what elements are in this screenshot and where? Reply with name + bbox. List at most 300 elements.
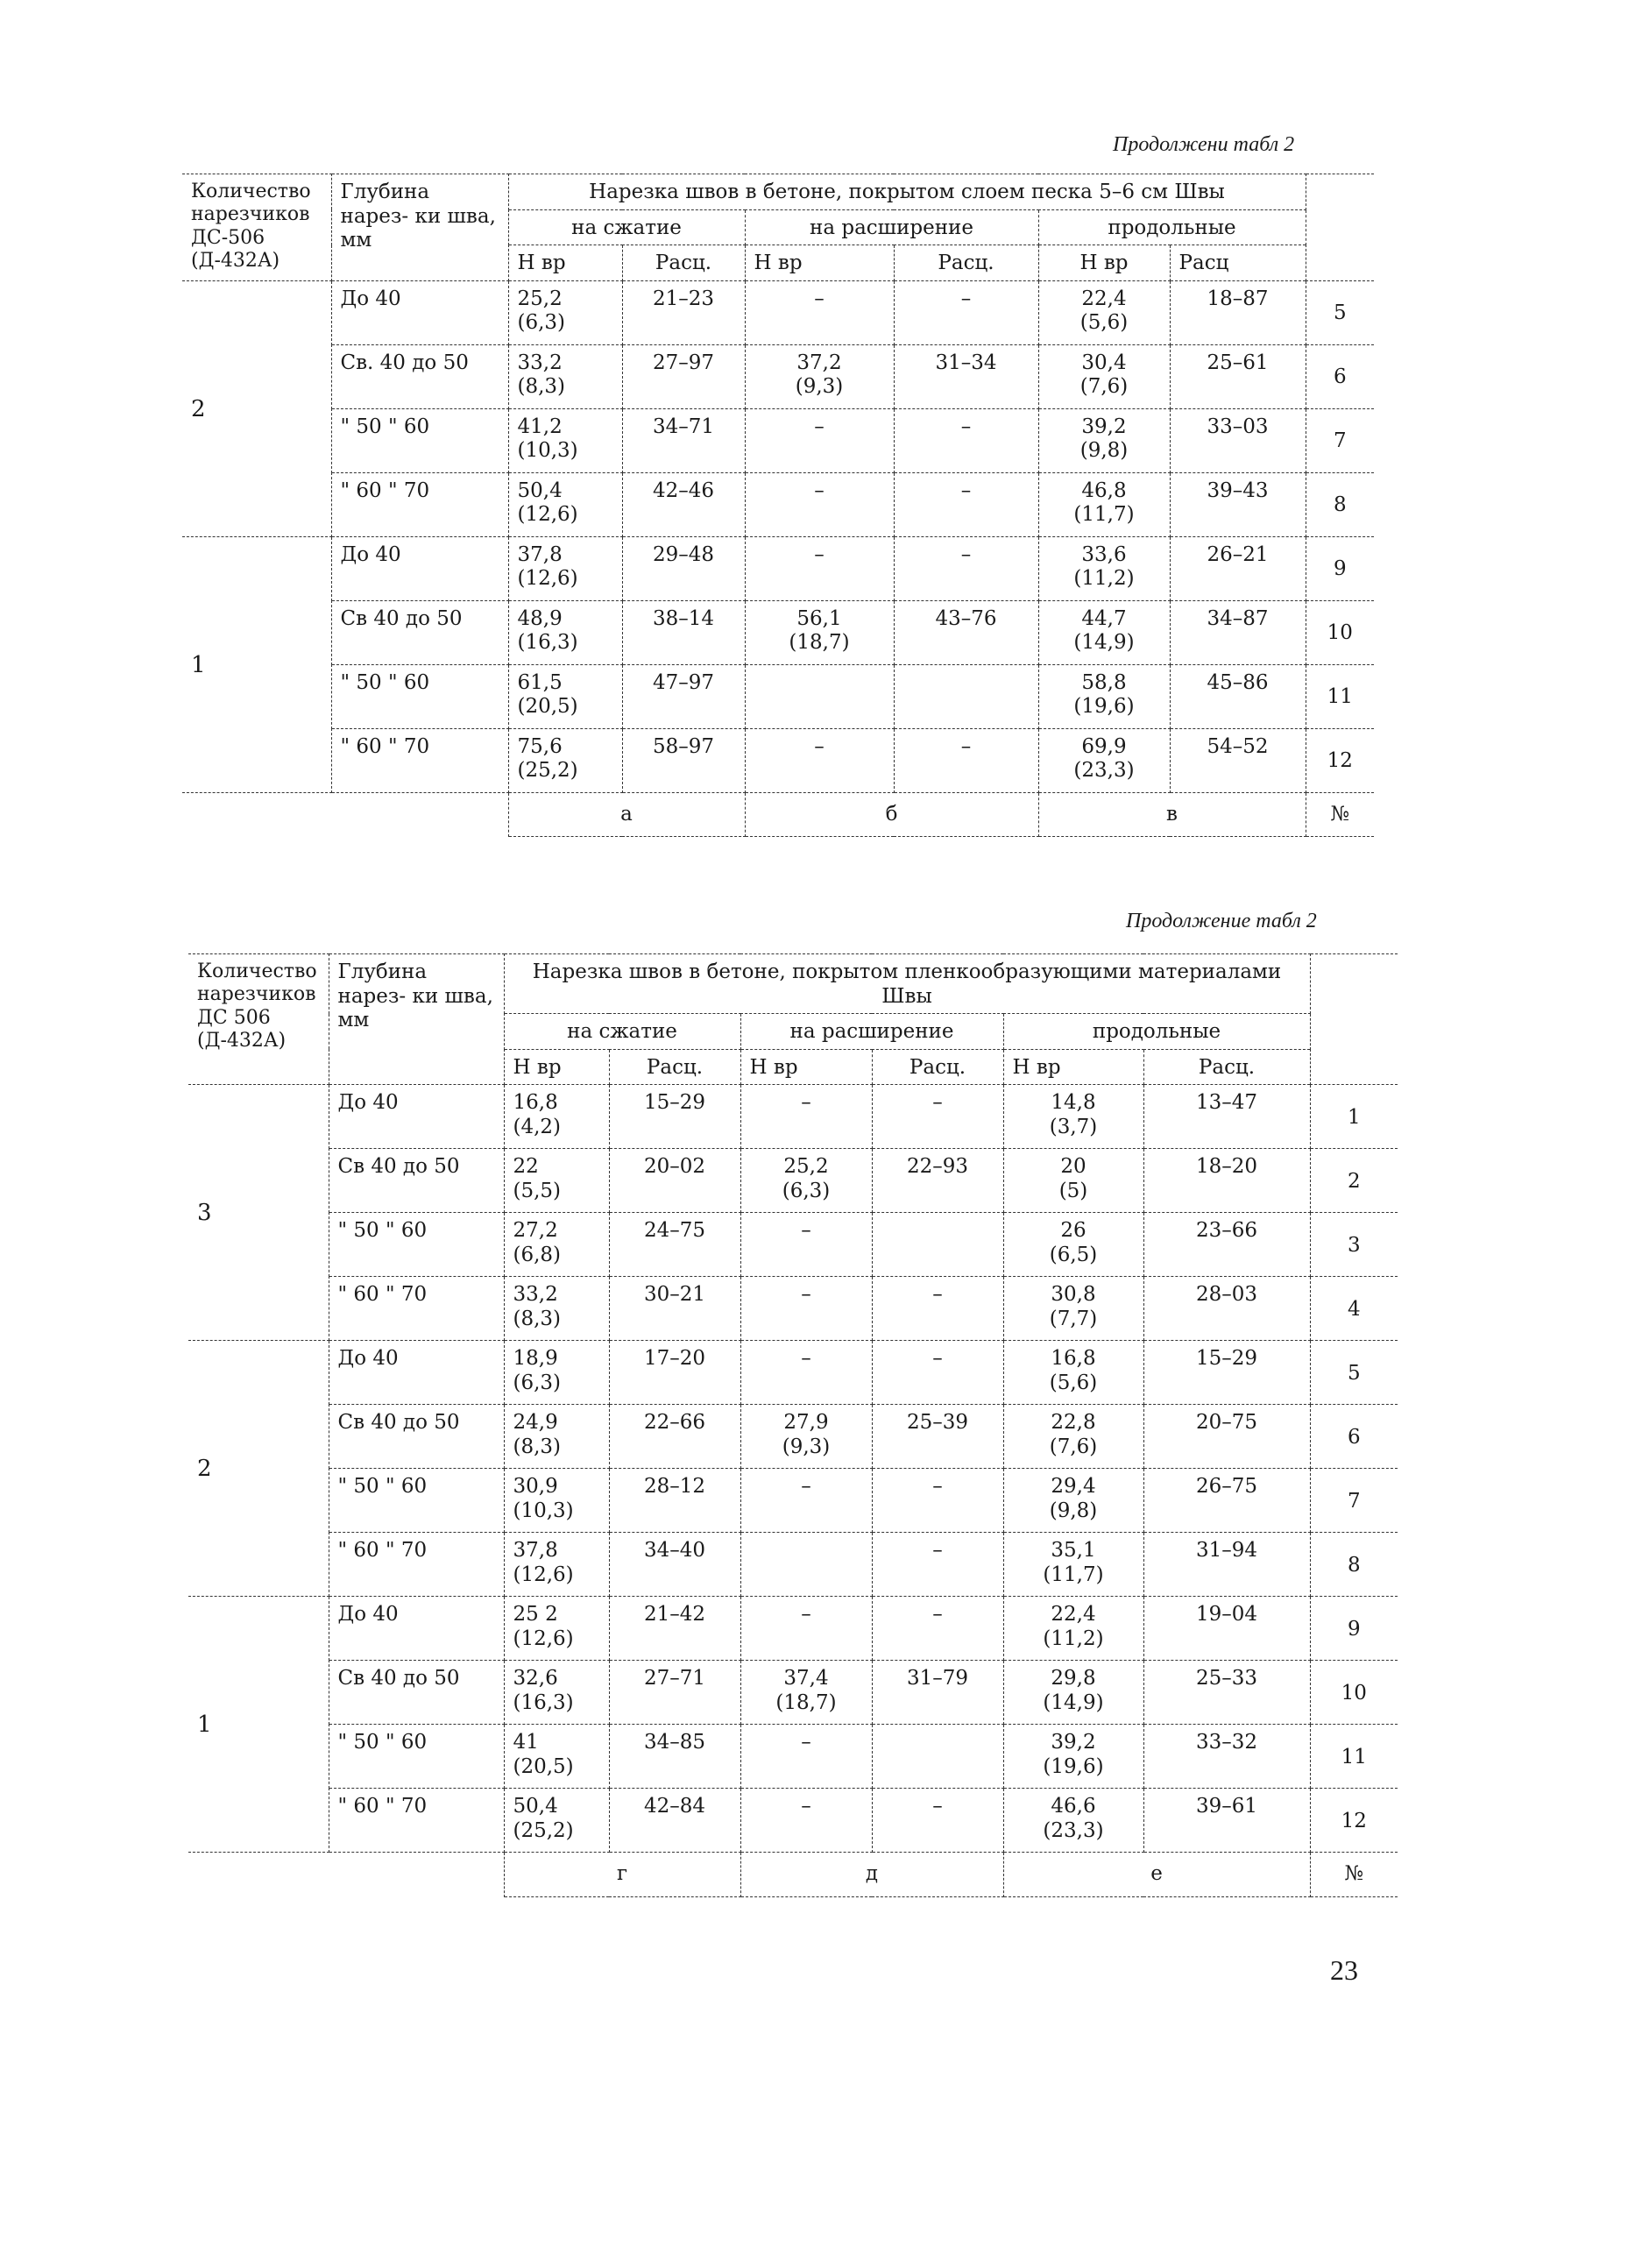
hvr-long-cell [1038, 600, 1170, 664]
hvr-exp-cell [745, 536, 894, 600]
rasc-long-cell [1170, 536, 1306, 600]
hvr-long-cell [1003, 1213, 1143, 1277]
rasc-comp-cell [609, 1725, 740, 1789]
hvr-comp-cell [508, 280, 622, 344]
rasc-long-cell [1143, 1085, 1310, 1149]
hvr-exp-cell-text: – [801, 1475, 811, 1499]
depth-cell [329, 1085, 504, 1149]
depth-cell-text: " 60 " 70 [340, 478, 430, 502]
hvr-long-cell-text: 46,6 [1051, 1795, 1096, 1818]
rasc-comp-cell [622, 536, 745, 600]
rasc-long-cell [1143, 1469, 1310, 1533]
rasc-comp-cell [609, 1341, 740, 1405]
hvr-long-cell-text: 33,6 [1081, 542, 1127, 566]
row-number-cell-text: 10 [1341, 1681, 1367, 1705]
hvr-comp-cell-text: (25,2) [517, 759, 578, 783]
rasc-long-cell-text: 34–87 [1207, 606, 1269, 630]
depth-cell-text: Св 40 до 50 [337, 1667, 460, 1690]
hvr-long-cell-text: (14,9) [1073, 631, 1135, 655]
depth-cell-text: До 40 [337, 1091, 399, 1115]
depth-cell [329, 1341, 504, 1405]
table-row [188, 1661, 1398, 1725]
row-number-cell-text: 4 [1347, 1297, 1361, 1321]
hvr-exp-cell-text: 37,4 [783, 1667, 829, 1690]
hvr-comp-cell-text: 27,2 [513, 1219, 558, 1243]
rasc-comp-cell-text: 28–12 [643, 1475, 706, 1499]
rasc-comp-cell-text: 27–71 [643, 1667, 706, 1690]
rasc-comp-cell [622, 344, 745, 408]
row-number-cell [1306, 536, 1374, 600]
row-number-cell-text: 3 [1347, 1233, 1361, 1257]
group-header: Нарезка швов в бетоне, покрытом пленкообразующими материалами Швы [504, 954, 1310, 1014]
rasc-comp-cell-text: 17–20 [643, 1347, 706, 1371]
rasc-comp-cell-text: 58–97 [652, 734, 715, 758]
rasc-exp-cell-text: – [932, 1283, 943, 1307]
rasc-long-cell-text: 15–29 [1195, 1347, 1258, 1371]
col-hvr-3: Н вр [1003, 1049, 1143, 1085]
hvr-long-cell-text: 29,4 [1051, 1475, 1096, 1499]
rasc-exp-cell-text: 31–79 [906, 1667, 969, 1690]
hvr-comp-cell-text: 33,2 [513, 1283, 558, 1307]
hvr-comp-cell [508, 408, 622, 472]
depth-cell [329, 1789, 504, 1853]
row-number-cell-text: 12 [1327, 748, 1353, 772]
hvr-comp-cell-text: (16,3) [517, 631, 578, 655]
hvr-comp-cell [508, 344, 622, 408]
rasc-long-cell-text: 25–61 [1207, 351, 1269, 374]
hvr-long-cell-text: (7,6) [1079, 375, 1129, 399]
col-header-depth: Глубина нарез- ки шва, мм [331, 174, 508, 281]
hvr-long-cell-text: (23,3) [1073, 759, 1135, 783]
hvr-comp-cell-text: 30,9 [513, 1475, 558, 1499]
rasc-comp-cell-text: 15–29 [643, 1091, 706, 1115]
hvr-long-cell-text: (11,2) [1043, 1627, 1104, 1650]
depth-cell-text: " 50 " 60 [337, 1475, 428, 1499]
row-number-cell [1310, 1405, 1398, 1469]
row-number-cell-text: 11 [1327, 684, 1353, 708]
depth-cell [329, 1213, 504, 1277]
subheader-compression: на сжатие [508, 209, 745, 245]
rasc-long-cell-text: 33–03 [1207, 415, 1269, 438]
rasc-long-cell-text: 39–61 [1195, 1795, 1258, 1818]
rasc-exp-cell [894, 472, 1038, 536]
hvr-long-cell-text: 20 [1060, 1155, 1086, 1179]
hvr-comp-cell [504, 1469, 609, 1533]
hvr-long-cell-text: (7,6) [1049, 1435, 1098, 1458]
hvr-comp-cell-text: 25,2 [517, 287, 563, 310]
rasc-comp-cell-text: 21–42 [643, 1603, 706, 1627]
hvr-exp-cell-text: – [801, 1795, 811, 1818]
rasc-long-cell [1143, 1661, 1310, 1725]
hvr-exp-cell-text: – [801, 1283, 811, 1307]
hvr-comp-cell-text: (4,2) [513, 1115, 562, 1138]
depth-cell [329, 1405, 504, 1469]
hvr-long-cell [1003, 1085, 1143, 1149]
hvr-long-cell [1003, 1789, 1143, 1853]
row-number-cell-text: 7 [1333, 429, 1347, 452]
depth-cell-text: " 60 " 70 [340, 734, 430, 758]
hvr-comp-cell-text: 48,9 [517, 606, 563, 630]
table-row [188, 1149, 1398, 1213]
hvr-long-cell [1003, 1405, 1143, 1469]
rasc-comp-cell [622, 472, 745, 536]
rasc-long-cell [1143, 1341, 1310, 1405]
rasc-long-cell-text: 19–04 [1195, 1603, 1258, 1627]
hvr-exp-cell [740, 1213, 872, 1277]
hvr-long-cell-text: 69,9 [1081, 734, 1127, 758]
hvr-long-cell [1003, 1597, 1143, 1661]
group-header: Нарезка швов в бетоне, покрытом слоем песка 5–6 см Швы [508, 174, 1306, 210]
hvr-long-cell [1038, 408, 1170, 472]
rasc-comp-cell [609, 1213, 740, 1277]
col-hvr-1: Н вр [508, 245, 622, 281]
hvr-long-cell-text: (5,6) [1049, 1371, 1098, 1394]
rasc-long-cell-text: 26–21 [1207, 542, 1269, 566]
rasc-exp-cell-text: – [932, 1347, 943, 1371]
hvr-comp-cell-text: (12,6) [517, 503, 578, 527]
col-header-depth: Глубина нарез- ки шва, мм [329, 954, 504, 1085]
table-row [182, 472, 1374, 536]
rasc-exp-cell-text: – [932, 1539, 943, 1563]
rasc-long-cell [1143, 1405, 1310, 1469]
rasc-long-cell-text: 45–86 [1207, 670, 1269, 694]
row-number-cell-text: 5 [1333, 301, 1347, 324]
hvr-comp-cell [504, 1661, 609, 1725]
rasc-exp-cell-text: – [960, 734, 972, 758]
rasc-exp-cell [894, 280, 1038, 344]
hvr-comp-cell [508, 536, 622, 600]
row-number-cell [1306, 728, 1374, 792]
hvr-long-cell-text: 30,4 [1081, 351, 1127, 374]
row-number-cell [1310, 1341, 1398, 1405]
rasc-long-cell [1170, 280, 1306, 344]
rasc-comp-cell [622, 664, 745, 728]
rasc-exp-cell-text: – [960, 542, 972, 566]
footer-label-no: № [1310, 1853, 1398, 1897]
hvr-long-cell [1003, 1533, 1143, 1597]
rasc-long-cell-text: 23–66 [1195, 1219, 1258, 1243]
rasc-long-cell-text: 18–87 [1207, 287, 1269, 310]
table-row [188, 1469, 1398, 1533]
row-number-cell [1310, 1533, 1398, 1597]
row-number-cell [1310, 1597, 1398, 1661]
depth-cell-text: Св 40 до 50 [340, 606, 463, 630]
depth-cell-text: " 50 " 60 [337, 1219, 428, 1243]
depth-cell-text: Св. 40 до 50 [340, 351, 469, 374]
depth-cell [331, 280, 508, 344]
rasc-long-cell [1170, 728, 1306, 792]
col-rasc-1: Расц. [609, 1049, 740, 1085]
hvr-exp-cell [740, 1469, 872, 1533]
rasc-comp-cell-text: 42–46 [652, 478, 715, 502]
rasc-long-cell [1170, 344, 1306, 408]
rasc-comp-cell [622, 408, 745, 472]
table1 [182, 174, 1374, 837]
depth-cell [331, 344, 508, 408]
rasc-long-cell-text: 25–33 [1195, 1667, 1258, 1690]
depth-cell [329, 1661, 504, 1725]
row-number-cell-text: 6 [1347, 1425, 1361, 1449]
depth-cell-text: Св 40 до 50 [337, 1155, 460, 1179]
rasc-comp-cell-text: 29–48 [652, 542, 715, 566]
rasc-comp-cell-text: 24–75 [643, 1219, 706, 1243]
hvr-long-cell [1038, 472, 1170, 536]
rasc-exp-cell [872, 1149, 1003, 1213]
hvr-comp-cell-text: 16,8 [513, 1091, 558, 1115]
hvr-exp-cell [745, 664, 894, 728]
hvr-exp-cell-text: – [814, 478, 825, 502]
footer-label-a: а [508, 792, 745, 837]
hvr-comp-cell [508, 472, 622, 536]
footer-label-d: д [740, 1853, 1003, 1897]
hvr-exp-cell [740, 1277, 872, 1341]
rasc-exp-cell-text: – [932, 1795, 943, 1818]
hvr-exp-cell [745, 280, 894, 344]
rasc-comp-cell-text: 42–84 [643, 1795, 706, 1818]
row-number-cell [1310, 1661, 1398, 1725]
hvr-exp-cell [745, 344, 894, 408]
rasc-exp-cell [872, 1789, 1003, 1853]
hvr-long-cell-text: 58,8 [1081, 670, 1127, 694]
rasc-comp-cell [609, 1085, 740, 1149]
hvr-long-cell-text: 39,2 [1051, 1731, 1096, 1754]
table-row [188, 1405, 1398, 1469]
hvr-comp-cell-text: (10,3) [513, 1499, 574, 1522]
depth-cell [329, 1469, 504, 1533]
rasc-exp-cell-text: – [932, 1603, 943, 1627]
rasc-long-cell [1143, 1533, 1310, 1597]
rasc-comp-cell-text: 20–02 [643, 1155, 706, 1179]
row-number-cell-text: 8 [1347, 1553, 1361, 1577]
table-row [188, 1533, 1398, 1597]
rasc-exp-cell-text: 43–76 [935, 606, 997, 630]
hvr-exp-cell-text: – [814, 415, 825, 438]
hvr-long-cell [1038, 664, 1170, 728]
rasc-exp-cell [894, 344, 1038, 408]
group-count-cell: 1 [188, 1597, 329, 1853]
row-number-cell-text: 9 [1347, 1617, 1361, 1641]
hvr-comp-cell-text: 50,4 [517, 478, 563, 502]
table1-caption: Продолжени табл 2 [1113, 133, 1295, 156]
hvr-comp-cell-text: 25 2 [513, 1603, 558, 1627]
hvr-long-cell [1038, 728, 1170, 792]
rasc-comp-cell [609, 1469, 740, 1533]
hvr-comp-cell-text: (6,3) [513, 1371, 562, 1394]
rasc-long-cell [1170, 408, 1306, 472]
hvr-exp-cell-text: 56,1 [796, 606, 842, 630]
hvr-exp-cell-text: – [814, 287, 825, 310]
hvr-comp-cell [504, 1725, 609, 1789]
depth-cell-text: До 40 [337, 1603, 399, 1627]
group-count-cell: 2 [182, 280, 331, 536]
hvr-exp-cell-text: (9,3) [795, 375, 844, 399]
hvr-long-cell-text: (5) [1058, 1179, 1088, 1202]
table-row [188, 1789, 1398, 1853]
row-number-cell [1310, 1789, 1398, 1853]
hvr-long-cell-text: 29,8 [1051, 1667, 1096, 1690]
group-count-cell: 1 [182, 536, 331, 792]
hvr-comp-cell-text: 24,9 [513, 1411, 558, 1435]
hvr-exp-cell [745, 728, 894, 792]
rasc-comp-cell-text: 34–85 [643, 1731, 706, 1754]
table-row [182, 536, 1374, 600]
hvr-long-cell-text: (11,7) [1043, 1563, 1104, 1586]
depth-cell-text: До 40 [340, 542, 401, 566]
hvr-comp-cell-text: (16,3) [513, 1690, 574, 1714]
hvr-comp-cell-text: 75,6 [517, 734, 563, 758]
hvr-long-cell [1003, 1149, 1143, 1213]
rasc-long-cell [1143, 1213, 1310, 1277]
group-count-cell: 2 [188, 1341, 329, 1597]
hvr-long-cell-text: 22,8 [1051, 1411, 1096, 1435]
hvr-long-cell-text: (11,7) [1073, 503, 1135, 527]
hvr-comp-cell [504, 1405, 609, 1469]
hvr-comp-cell [504, 1597, 609, 1661]
table-row [182, 600, 1374, 664]
hvr-long-cell-text: (7,7) [1049, 1307, 1098, 1330]
hvr-comp-cell-text: (8,3) [517, 375, 566, 399]
rasc-exp-cell [872, 1341, 1003, 1405]
table-row [188, 1085, 1398, 1149]
row-number-cell-text: 7 [1347, 1489, 1361, 1513]
rasc-long-cell [1143, 1789, 1310, 1853]
row-number-cell [1310, 1085, 1398, 1149]
footer-blank [331, 792, 508, 837]
rasc-exp-cell-text: – [932, 1475, 943, 1499]
hvr-comp-cell-text: (12,6) [517, 567, 578, 591]
row-number-cell-text: 6 [1333, 365, 1347, 388]
col-hvr-2: Н вр [745, 245, 894, 281]
row-number-cell [1310, 1469, 1398, 1533]
col-rasc-3: Расц [1170, 245, 1306, 281]
hvr-comp-cell [504, 1789, 609, 1853]
hvr-comp-cell-text: 61,5 [517, 670, 563, 694]
col-hvr-2: Н вр [740, 1049, 872, 1085]
hvr-exp-cell [745, 408, 894, 472]
rasc-comp-cell [609, 1661, 740, 1725]
hvr-exp-cell [745, 472, 894, 536]
row-number-cell [1306, 344, 1374, 408]
hvr-exp-cell-text: – [801, 1091, 811, 1115]
hvr-comp-cell-text: (20,5) [517, 695, 578, 719]
depth-cell-text: " 50 " 60 [337, 1731, 428, 1754]
depth-cell [329, 1533, 504, 1597]
blank-cell [1310, 954, 1398, 1085]
rasc-long-cell-text: 39–43 [1207, 478, 1269, 502]
hvr-exp-cell [740, 1597, 872, 1661]
table-row [188, 1213, 1398, 1277]
hvr-long-cell [1038, 536, 1170, 600]
rasc-long-cell-text: 28–03 [1195, 1283, 1258, 1307]
depth-cell [331, 536, 508, 600]
hvr-exp-cell-text: 25,2 [783, 1155, 829, 1179]
depth-cell [331, 664, 508, 728]
hvr-long-cell-text: (19,6) [1043, 1754, 1104, 1778]
row-number-cell-text: 1 [1347, 1105, 1361, 1129]
rasc-exp-cell-text: – [932, 1091, 943, 1115]
hvr-exp-cell [740, 1149, 872, 1213]
row-number-cell [1310, 1277, 1398, 1341]
rasc-exp-cell [872, 1213, 1003, 1277]
hvr-long-cell-text: (3,7) [1049, 1115, 1098, 1138]
depth-cell-text: " 60 " 70 [337, 1539, 428, 1563]
hvr-comp-cell-text: 33,2 [517, 351, 563, 374]
rasc-exp-cell-text: – [960, 287, 972, 310]
row-number-cell [1306, 664, 1374, 728]
subheader-longitudinal: продольные [1038, 209, 1306, 245]
footer-blank [188, 1853, 329, 1897]
rasc-comp-cell [609, 1149, 740, 1213]
hvr-long-cell-text: 14,8 [1051, 1091, 1096, 1115]
rasc-long-cell-text: 13–47 [1195, 1091, 1258, 1115]
rasc-exp-cell [872, 1725, 1003, 1789]
row-number-cell [1310, 1725, 1398, 1789]
rasc-comp-cell-text: 21–23 [652, 287, 715, 310]
row-number-cell [1306, 408, 1374, 472]
hvr-long-cell [1003, 1469, 1143, 1533]
table-row [182, 344, 1374, 408]
depth-cell [331, 408, 508, 472]
row-number-cell-text: 2 [1347, 1169, 1361, 1193]
hvr-comp-cell-text: (5,5) [513, 1179, 562, 1202]
row-number-cell [1306, 472, 1374, 536]
hvr-exp-cell-text: – [801, 1603, 811, 1627]
rasc-comp-cell [609, 1597, 740, 1661]
blank-cell [1306, 174, 1374, 281]
hvr-comp-cell [504, 1277, 609, 1341]
page-number: 23 [1330, 1954, 1358, 1986]
hvr-exp-cell-text: – [814, 734, 825, 758]
hvr-exp-cell-text: – [801, 1219, 811, 1243]
hvr-long-cell-text: (6,5) [1049, 1243, 1098, 1266]
rasc-comp-cell [609, 1533, 740, 1597]
col-rasc-3: Расц. [1143, 1049, 1310, 1085]
row-number-cell-text: 11 [1341, 1745, 1367, 1768]
hvr-comp-cell-text: 50,4 [513, 1795, 558, 1818]
hvr-exp-cell [740, 1405, 872, 1469]
col-rasc-2: Расц. [894, 245, 1038, 281]
rasc-exp-cell [872, 1661, 1003, 1725]
footer-label-no: № [1306, 792, 1374, 837]
hvr-long-cell-text: 44,7 [1081, 606, 1127, 630]
footer-label-b: б [745, 792, 1038, 837]
depth-cell-text: " 60 " 70 [337, 1795, 428, 1818]
hvr-exp-cell-text: (9,3) [782, 1435, 831, 1458]
subheader-longitudinal: продольные [1003, 1014, 1310, 1050]
depth-cell-text: " 50 " 60 [340, 670, 430, 694]
rasc-exp-cell [894, 600, 1038, 664]
hvr-exp-cell-text: (18,7) [775, 1690, 837, 1714]
row-number-cell [1310, 1213, 1398, 1277]
hvr-comp-cell-text: (6,3) [517, 311, 566, 335]
depth-cell [329, 1597, 504, 1661]
col-hvr-3: Н вр [1038, 245, 1170, 281]
rasc-exp-cell-text: 31–34 [935, 351, 997, 374]
hvr-exp-cell [740, 1725, 872, 1789]
subheader-compression: на сжатие [504, 1014, 740, 1050]
rasc-comp-cell [622, 728, 745, 792]
rasc-exp-cell [894, 408, 1038, 472]
hvr-long-cell-text: (19,6) [1073, 695, 1135, 719]
depth-cell-text: До 40 [337, 1347, 399, 1371]
hvr-long-cell-text: 16,8 [1051, 1347, 1096, 1371]
depth-cell-text: " 60 " 70 [337, 1283, 428, 1307]
table-row [188, 1597, 1398, 1661]
hvr-exp-cell [740, 1341, 872, 1405]
hvr-long-cell [1003, 1661, 1143, 1725]
row-number-cell [1306, 280, 1374, 344]
hvr-comp-cell [504, 1213, 609, 1277]
